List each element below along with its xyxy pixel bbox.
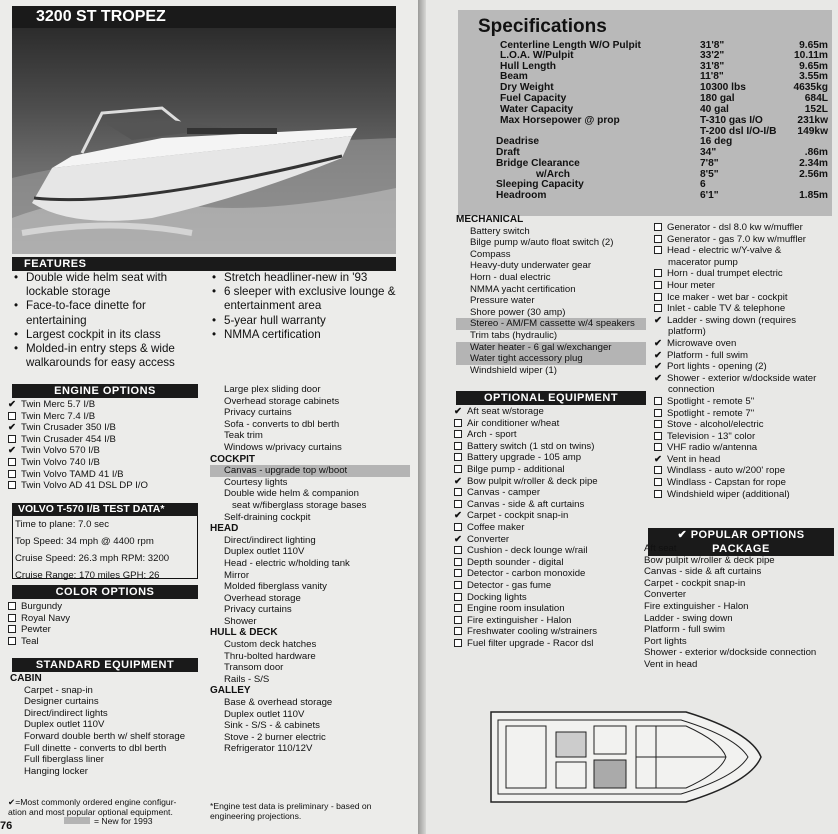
mechanical-item: Trim tabs (hydraulic)	[470, 329, 558, 341]
footnote-line: engineering projections.	[210, 810, 302, 821]
engine-options-list	[8, 399, 208, 492]
spec-metric: 3.55m	[799, 71, 828, 82]
engine-option[interactable]: ✔ Twin Merc 5.7 I/B	[8, 399, 96, 410]
popular-options-heading: ✔ POPULAR OPTIONS PACKAGE	[648, 528, 834, 556]
cabin-item: Full fiberglass liner	[24, 754, 104, 766]
new-swatch	[64, 817, 90, 824]
checkbox-icon	[8, 470, 16, 478]
check-mark-icon: ✔	[454, 475, 463, 487]
specifications-title: Specifications	[478, 16, 607, 37]
option-item[interactable]: ✔ Vent in head	[654, 453, 721, 465]
mechanical-item: Shore power (30 amp)	[470, 306, 566, 318]
mechanical-item-new: Water heater - 6 gal w/exchanger	[456, 342, 646, 354]
spec-imperial: T-310 gas I/O	[700, 115, 763, 126]
popular-option-item: Canvas - side & aft curtains	[644, 566, 762, 578]
option-item[interactable]: Freshwater cooling w/strainers	[454, 626, 654, 638]
model-title: 3200 ST TROPEZ	[12, 6, 396, 28]
check-mark-icon: ✔	[8, 445, 17, 457]
deck-plan-diagram	[486, 702, 766, 812]
checkbox-icon	[654, 397, 662, 405]
cabin-item: Full dinette - converts to dbl berth	[24, 742, 167, 754]
spec-imperial: 34"	[700, 147, 717, 158]
feature-item: • Stretch headliner-new in '93	[212, 271, 402, 285]
test-data-line: Time to plane: 7.0 sec	[15, 519, 110, 530]
option-item[interactable]: Spotlight - remote 7"	[654, 408, 838, 420]
cabin-item: Forward double berth w/ shelf storage	[24, 730, 186, 742]
optional-equipment-heading: OPTIONAL EQUIPMENT	[456, 391, 646, 405]
option-item[interactable]: Windlass - auto w/200' rope	[654, 465, 838, 477]
color-options-list	[8, 601, 208, 647]
cabin-item: Designer curtains	[24, 696, 99, 708]
checkbox-icon	[454, 453, 462, 461]
spec-label: Beam	[500, 71, 528, 82]
option-item[interactable]: ✔ Converter	[454, 533, 510, 545]
features-left-list	[14, 271, 204, 370]
spec-label: Draft	[496, 147, 520, 158]
cockpit-item: seat w/fiberglass storage bases	[232, 499, 367, 511]
galley-item: Stove - 2 burner electric	[224, 731, 326, 743]
option-item[interactable]: Arch - sport	[454, 429, 654, 441]
checkbox-icon	[654, 432, 662, 440]
feature-item: • 5-year hull warranty	[212, 314, 402, 328]
footnote-legend	[8, 798, 208, 827]
hull-item: Rails - S/S	[224, 673, 270, 685]
spec-label: Sleeping Capacity	[496, 179, 584, 190]
check-mark-icon: ✔	[654, 349, 663, 361]
popular-option-item: Vent in head	[644, 658, 698, 670]
mechanical-item: NMMA yacht certification	[470, 283, 576, 295]
cabin-item: Sofa - converts to dbl berth	[224, 418, 340, 430]
spec-metric: 231kw	[797, 115, 828, 126]
check-mark-icon: ✔	[677, 529, 691, 541]
checkbox-icon	[8, 435, 16, 443]
popular-option-item: Bow pulpit w/roller & deck pipe	[644, 554, 775, 566]
head-item: Privacy curtains	[224, 604, 292, 616]
head-item: Duplex outlet 110V	[224, 546, 305, 558]
option-item[interactable]: connection	[668, 384, 715, 396]
option-item[interactable]: Horn - dual trumpet electric	[654, 268, 838, 280]
checkbox-icon	[454, 593, 462, 601]
hull-deck-heading: HULL & DECK	[210, 627, 278, 639]
spec-label: Fuel Capacity	[500, 93, 567, 104]
engine-option[interactable]: ✔ Twin Crusader 350 I/B	[8, 422, 116, 434]
mechanical-item-new: Water tight accessory plug	[456, 353, 646, 365]
color-option[interactable]: Teal	[8, 636, 208, 648]
checkbox-icon	[654, 409, 662, 417]
checkbox-icon	[454, 430, 462, 438]
standard-equipment-continued	[210, 384, 410, 755]
check-mark-icon: ✔	[654, 361, 663, 373]
spec-label: Max Horsepower @ prop	[500, 115, 620, 126]
checkbox-icon	[454, 523, 462, 531]
spec-metric: 9.65m	[799, 40, 828, 51]
checkbox-icon	[654, 490, 662, 498]
spec-imperial: 31'8"	[700, 61, 725, 72]
checkbox-icon	[454, 488, 462, 496]
option-item[interactable]: Windlass - Capstan for rope	[654, 477, 838, 489]
spec-imperial: 31'8"	[700, 40, 725, 51]
spec-metric: 1.85m	[799, 190, 828, 201]
engine-option[interactable]: Twin Volvo AD 41 DSL DP I/O	[8, 480, 208, 492]
checkbox-icon	[454, 442, 462, 450]
option-item[interactable]: Docking lights	[454, 592, 654, 604]
optional-equipment-right	[654, 222, 838, 500]
mechanical-item: Windshield wiper (1)	[470, 364, 557, 376]
spec-label: Headroom	[496, 190, 547, 201]
spec-imperial: 6	[700, 179, 706, 190]
popular-option-item: Shower - exterior w/dockside connection	[644, 647, 817, 659]
spec-imperial: 10300 lbs	[700, 82, 746, 93]
popular-option-item: Ladder - swing down	[644, 612, 733, 624]
features-heading: FEATURES	[12, 257, 396, 271]
option-item[interactable]: Canvas - camper	[454, 487, 654, 499]
mechanical-item: Heavy-duty underwater gear	[470, 260, 592, 272]
spec-imperial: 33'2"	[700, 50, 725, 61]
galley-item: Duplex outlet 110V	[224, 708, 305, 720]
book-gutter	[418, 0, 426, 834]
spec-imperial: 180 gal	[700, 93, 735, 104]
spec-imperial: 7'8"	[700, 158, 719, 169]
galley-item: Refrigerator 110/12V	[224, 743, 313, 755]
feature-item: • Molded-in entry steps & wide walkarounds for easy access	[14, 342, 204, 370]
cockpit-item: Double wide helm & companion	[224, 488, 359, 500]
spec-label: L.O.A. W/Pulpit	[500, 50, 574, 61]
checkbox-icon	[654, 223, 662, 231]
checkbox-icon	[454, 546, 462, 554]
option-item[interactable]: Generator - gas 7.0 kw w/muffler	[654, 234, 838, 246]
spec-metric: 9.65m	[799, 61, 828, 72]
head-item: Shower	[224, 615, 257, 627]
popular-option-item: Aft seat	[644, 543, 677, 554]
option-item[interactable]: Stove - alcohol/electric	[654, 419, 838, 431]
feature-item: • Largest cockpit in its class	[14, 328, 204, 342]
option-item[interactable]: Depth sounder - digital	[454, 557, 654, 569]
hull-item: Thru-bolted hardware	[224, 650, 316, 662]
right-page	[426, 0, 838, 834]
checkbox-icon	[454, 639, 462, 647]
cabin-item: Carpet - snap-in	[24, 684, 93, 696]
checkbox-icon	[654, 304, 662, 312]
head-item: Head - electric w/holding tank	[224, 557, 350, 569]
option-item[interactable]: Detector - gas fume	[454, 580, 654, 592]
checkbox-icon	[8, 602, 16, 610]
spec-imperial: 8'5"	[700, 169, 719, 180]
option-item[interactable]: Inlet - cable TV & telephone	[654, 303, 838, 315]
checkbox-icon	[654, 246, 662, 254]
color-options-heading: COLOR OPTIONS	[12, 585, 198, 599]
spec-imperial: 6'1"	[700, 190, 719, 201]
mechanical-list	[456, 214, 656, 376]
mechanical-item: Battery switch	[470, 225, 530, 237]
checkbox-icon	[654, 478, 662, 486]
spec-metric: .86m	[804, 147, 828, 158]
boat-photo	[12, 28, 396, 254]
option-item[interactable]: Spotlight - remote 5"	[654, 396, 838, 408]
option-item[interactable]: ✔ Microwave oven	[654, 337, 737, 349]
checkbox-icon	[8, 637, 16, 645]
checkbox-icon	[454, 500, 462, 508]
test-data-line: Cruise Speed: 26.3 mph RPM: 3200	[15, 553, 170, 564]
engine-options-heading: ENGINE OPTIONS	[12, 384, 198, 398]
page-number: 76	[0, 820, 13, 832]
popular-option-item: Platform - full swim	[644, 624, 726, 636]
cabin-item: Duplex outlet 110V	[24, 719, 105, 731]
hull-item: Transom door	[224, 662, 284, 674]
boat-illustration	[12, 28, 396, 254]
checkbox-icon	[454, 569, 462, 577]
cabin-heading: CABIN	[10, 673, 42, 684]
spec-metric: 149kw	[797, 126, 828, 137]
mechanical-item: Bilge pump w/auto float switch (2)	[470, 237, 614, 249]
option-item[interactable]: Television - 13" color	[654, 431, 838, 443]
footnote-line: *Engine test data is preliminary - based on	[210, 801, 372, 811]
option-item[interactable]: Air conditioner w/heat	[454, 418, 654, 430]
checkbox-icon	[454, 604, 462, 612]
checkbox-icon	[454, 616, 462, 624]
cabin-item: Windows w/privacy curtains	[224, 441, 342, 453]
cabin-list	[10, 673, 210, 777]
color-option[interactable]: Pewter	[8, 624, 208, 636]
spec-metric: 152L	[804, 104, 828, 115]
features-right-list	[212, 271, 402, 342]
spec-metric: 684L	[804, 93, 828, 104]
popular-option-item: Converter	[644, 589, 687, 601]
cabin-item: Hanging locker	[24, 765, 88, 777]
checkbox-icon	[654, 293, 662, 301]
check-mark-icon: ✔	[654, 372, 663, 384]
test-data-title: VOLVO T-570 I/B TEST DATA*	[12, 503, 198, 516]
head-heading: HEAD	[210, 523, 239, 535]
galley-heading: GALLEY	[210, 685, 251, 697]
option-item[interactable]: ✔ Carpet - cockpit snap-in	[454, 510, 569, 522]
popular-option-item: Fire extinguisher - Halon	[644, 600, 749, 612]
footnote-line: ✔=Most commonly ordered engine configur-	[8, 797, 177, 807]
check-mark-icon: ✔	[454, 510, 463, 522]
cabin-item: Large plex sliding door	[224, 384, 321, 395]
option-item[interactable]: ✔ Shower - exterior w/dockside water	[654, 372, 817, 384]
mechanical-heading: MECHANICAL	[456, 214, 524, 225]
color-option[interactable]: Burgundy	[8, 601, 208, 613]
galley-item: Base & overhead storage	[224, 697, 333, 709]
feature-item: • NMMA certification	[212, 328, 402, 342]
optional-equipment-left	[454, 406, 654, 649]
option-item[interactable]: macerator pump	[668, 256, 738, 268]
cockpit-item: Courtesy lights	[224, 476, 288, 488]
spec-imperial: 16 deg	[700, 136, 733, 147]
checkbox-icon	[654, 466, 662, 474]
left-page	[0, 0, 418, 834]
option-item[interactable]: Detector - carbon monoxide	[454, 568, 654, 580]
feature-item: • Face-to-face dinette for entertaining	[14, 299, 204, 327]
option-item[interactable]: Canvas - side & aft curtains	[454, 499, 654, 511]
option-item[interactable]: Windshield wiper (additional)	[654, 489, 838, 501]
option-item[interactable]: ✔ Ladder - swing down (requires	[654, 314, 797, 326]
mechanical-item: Compass	[470, 248, 511, 260]
head-item: Molded fiberglass vanity	[224, 581, 327, 593]
option-item[interactable]: Cushion - deck lounge w/rail	[454, 545, 654, 557]
spec-metric: 4635kg	[793, 82, 828, 93]
option-item[interactable]: ✔ Port lights - opening (2)	[654, 361, 767, 373]
spec-metric: 2.34m	[799, 158, 828, 169]
spec-label: Bridge Clearance	[496, 158, 580, 169]
spec-label: Hull Length	[500, 61, 557, 72]
checkbox-icon	[8, 625, 16, 633]
cockpit-heading: COCKPIT	[210, 453, 255, 465]
spec-imperial: 40 gal	[700, 104, 729, 115]
checkbox-icon	[654, 443, 662, 451]
cabin-item: Privacy curtains	[224, 407, 292, 419]
checkbox-icon	[454, 465, 462, 473]
spec-label: Dry Weight	[500, 82, 554, 93]
mechanical-item: Pressure water	[470, 295, 535, 307]
engine-option[interactable]: Twin Merc 7.4 I/B	[8, 411, 208, 423]
checkbox-icon	[454, 581, 462, 589]
spec-label: Deadrise	[496, 136, 540, 147]
head-item: Overhead storage	[224, 592, 301, 604]
feature-item: • 6 sleeper with exclusive lounge & entertainment area	[212, 285, 402, 313]
standard-equipment-heading: STANDARD EQUIPMENT	[12, 658, 198, 672]
option-item[interactable]: ✔ Platform - full swim	[654, 349, 749, 361]
spec-label: w/Arch	[536, 169, 570, 180]
spec-metric: 2.56m	[799, 169, 828, 180]
footnote-line: = New for 1993	[8, 817, 208, 827]
option-item[interactable]: VHF radio w/antenna	[654, 442, 838, 454]
test-data-line: Top Speed: 34 mph @ 4400 rpm	[15, 536, 154, 547]
check-mark-icon: ✔	[454, 533, 463, 545]
option-item[interactable]: ✔ Bow pulpit w/roller & deck pipe	[454, 475, 598, 487]
spec-metric: 10.11m	[794, 50, 828, 61]
option-item[interactable]: Bilge pump - additional	[454, 464, 654, 476]
check-mark-icon: ✔	[8, 399, 17, 410]
checkbox-icon	[654, 281, 662, 289]
cockpit-item: Self-draining cockpit	[224, 511, 311, 523]
popular-option-item: Port lights	[644, 635, 687, 647]
option-item[interactable]: Fuel filter upgrade - Racor dsl	[454, 638, 654, 650]
spec-label: Centerline Length W/O Pulpit	[500, 40, 641, 51]
spec-label: Water Capacity	[500, 104, 574, 115]
footnote-line: ation and most popular optional equipment.	[8, 806, 173, 817]
checkbox-icon	[8, 481, 16, 489]
check-mark-icon: ✔	[654, 337, 663, 349]
option-item[interactable]: platform)	[668, 326, 706, 338]
checkbox-icon	[654, 420, 662, 428]
test-data-box	[12, 503, 198, 579]
option-item[interactable]: Battery switch (1 std on twins)	[454, 441, 654, 453]
color-option[interactable]: Royal Navy	[8, 613, 208, 625]
checkbox-icon	[8, 412, 16, 420]
option-item[interactable]: Generator - dsl 8.0 kw w/muffler	[654, 222, 838, 234]
option-item[interactable]: Hour meter	[654, 280, 838, 292]
checkbox-icon	[454, 627, 462, 635]
checkbox-icon	[654, 235, 662, 243]
head-item: Direct/indirect lighting	[224, 534, 316, 546]
cabin-item: Teak trim	[224, 430, 263, 442]
option-item[interactable]: Battery upgrade - 105 amp	[454, 452, 654, 464]
cabin-item: Direct/indirect lights	[24, 707, 108, 719]
engine-option[interactable]: ✔ Twin Volvo 570 I/B	[8, 445, 100, 457]
check-mark-icon: ✔	[654, 314, 663, 326]
check-mark-icon: ✔	[8, 422, 17, 434]
cockpit-item-new: Canvas - upgrade top w/boot	[210, 465, 410, 477]
option-item[interactable]: Fire extinguisher - Halon	[454, 615, 654, 627]
option-item[interactable]: Head - electric w/Y-valve &	[654, 245, 838, 257]
checkbox-icon	[454, 558, 462, 566]
test-data-line: Cruise Range: 170 miles GPH: 26	[15, 570, 160, 581]
popular-option-item: Carpet - cockpit snap-in	[644, 577, 746, 589]
option-item[interactable]: Engine room insulation	[454, 603, 654, 615]
option-item[interactable]: Ice maker - wet bar - cockpit	[654, 292, 838, 304]
checkbox-icon	[8, 614, 16, 622]
option-item[interactable]: ✔ Aft seat w/storage	[454, 406, 544, 417]
feature-item: • Double wide helm seat with lockable storage	[14, 271, 204, 299]
hull-item: Custom deck hatches	[224, 639, 317, 651]
engine-option[interactable]: Twin Volvo 740 I/B	[8, 457, 208, 469]
head-item: Mirror	[224, 569, 250, 581]
checkbox-icon	[654, 269, 662, 277]
check-mark-icon: ✔	[454, 406, 463, 417]
checkbox-icon	[454, 419, 462, 427]
spec-imperial: T-200 dsl I/O-I/B	[700, 126, 777, 137]
mechanical-item: Horn - dual electric	[470, 271, 551, 283]
spec-imperial: 11'8"	[700, 71, 724, 82]
cabin-item: Overhead storage cabinets	[224, 395, 340, 407]
mechanical-item-new: Stereo - AM/FM cassette w/4 speakers	[456, 318, 646, 330]
engine-option[interactable]: Twin Volvo TAMD 41 I/B	[8, 469, 208, 481]
footnote-engine	[210, 802, 410, 821]
check-mark-icon: ✔	[654, 453, 663, 465]
option-item[interactable]: Coffee maker	[454, 522, 654, 534]
checkbox-icon	[8, 458, 16, 466]
galley-item: Sink - S/S - & cabinets	[224, 720, 320, 732]
engine-option[interactable]: Twin Crusader 454 I/B	[8, 434, 208, 446]
popular-options-list	[644, 543, 838, 671]
